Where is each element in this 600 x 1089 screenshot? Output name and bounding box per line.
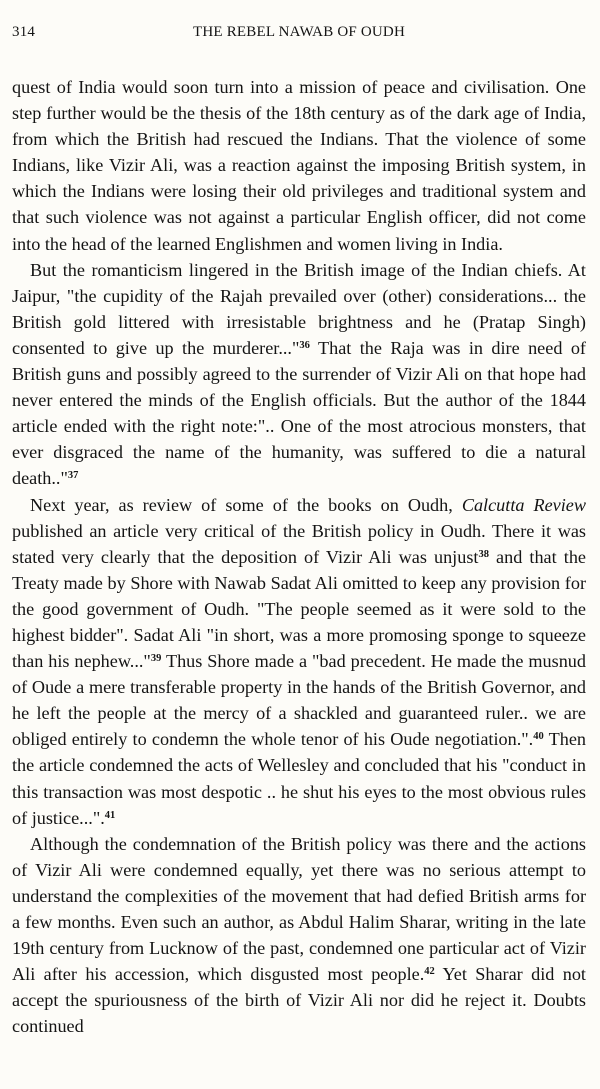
page-number: 314: [12, 24, 36, 40]
running-header: [12, 24, 586, 52]
footnote-ref: 41: [104, 809, 116, 821]
body-text: [12, 74, 586, 1039]
text-run: Next year, as review of some of the books on Oudh,: [30, 494, 462, 515]
text-run: But the romanticism lingered in the British image of the Indian chiefs. At Jaipur, "the cupidity of the Rajah prevailed over (other) considerations... the British gold littered with irresistable brightness and he (Pratap Singh) consented to give up the murderer...": [12, 259, 586, 358]
text-run: and that the Treaty made by Shore with Nawab Sadat Ali omitted to keep any provision for the good government of Oudh. "The people seemed as it were sold to the highest bidder". Sadat Ali "in short, was a more promosing sponge to squeeze than his nephew...": [12, 546, 586, 672]
paragraph: [12, 74, 586, 257]
text-run: Then the article condemned the acts of Wellesley and concluded that his "conduct in this transaction was most despotic .. he shut his eyes to the most obvious rules of justice...".: [12, 729, 586, 828]
text-run: quest of India would soon turn into a mission of peace and civilisation. One step further would be the thesis of the 18th century as of the dark age of India, from which the British had rescued the Indians. That the violence of some Indians, like Vizir Ali, was a reaction against the imposing British system, in which the Indians were losing their old privileges and traditional system and that such violence was not against a particular English officer, did not come into the head of the learned Englishmen and women living in India.: [12, 77, 586, 254]
text-run: Although the condemnation of the British policy was there and the actions of Vizir Ali were condemned equally, yet there was no serious attempt to understand the complexities of the movement that had defied British arms for a few months. Even such an author, as Abdul Halim Sharar, writing in the late 19th century from Lucknow of the past, condemned one particular act of Vizir Ali after his accession, which disgusted most people.: [12, 833, 586, 985]
text-run: Yet Sharar did not accept the spuriousness of the birth of Vizir Ali nor did he reject it. Doubts continued: [12, 964, 586, 1037]
paragraph: [12, 831, 586, 1040]
italic-title: Calcutta Review: [461, 494, 587, 515]
footnote-ref: 37: [67, 470, 79, 482]
footnote-ref: 40: [533, 731, 544, 743]
footnote-ref: 36: [299, 339, 310, 351]
paragraph: [12, 257, 586, 492]
text-run: Thus Shore made a "bad precedent. He made the musnud of Oude a mere transferable property in the hands of the British Governor, and he left the people at the mercy of a shackled and guaranteed ruler.. we are obliged entirely to condemn the whole tenor of his Oude negotiation.".: [12, 651, 586, 750]
running-title: THE REBEL NAWAB OF OUDH: [193, 24, 405, 40]
footnote-ref: 38: [478, 548, 489, 560]
footnote-ref: 39: [150, 653, 162, 665]
text-run: That the Raja was in dire need of British guns and possibly agreed to the surrender of Vizir Ali on that hope had never entered the minds of the English officials. But the author of the 1844 article ended with the right note:".. One of the most atrocious monsters, that ever disgraced the name of the humanity, was suffered to die a natural death..": [12, 337, 586, 489]
footnote-ref: 42: [424, 966, 435, 978]
paragraph: [12, 492, 586, 831]
text-run: published an article very critical of the British policy in Oudh. There it was stated very clearly that the deposition of Vizir Ali was unjust: [12, 520, 586, 567]
